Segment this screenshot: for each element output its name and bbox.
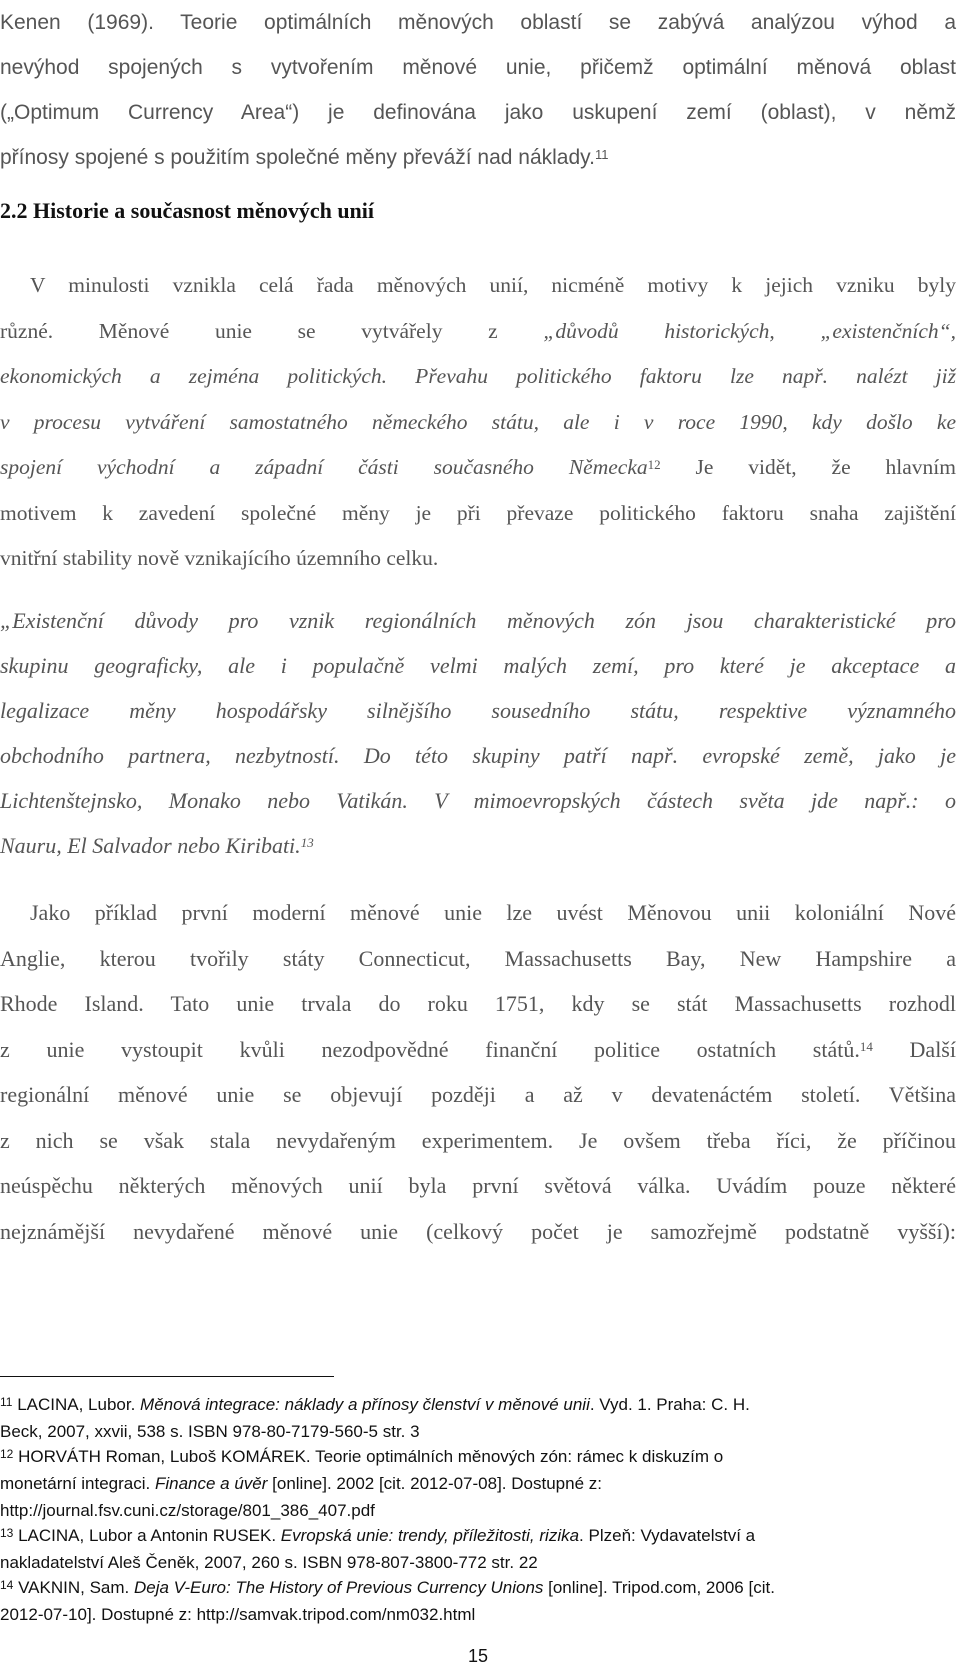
text-segment: Další (909, 1036, 956, 1062)
text-segment: přínosy spojené s použitím společné měny převáží nad náklady. (0, 146, 595, 169)
text-segment: HORVÁTH Roman, Luboš KOMÁREK. Teorie optimálních měnových zón: rámec k diskuzím o (18, 1447, 724, 1466)
text-line: motivem k zavedení společné měny je při převaze politického faktoru snaha zajištění (0, 500, 956, 525)
text-segment: LACINA, Lubor a Antonin RUSEK. (18, 1526, 281, 1545)
text-line (0, 445, 956, 491)
text-segment: z unie vystoupit kvůli nezodpovědné finanční politice ostatních států. (0, 1036, 860, 1062)
footnote-ref: 13 (300, 835, 314, 850)
text-segment: různé. Měnové unie se vytvářely z (0, 318, 544, 343)
footnote-13 (0, 1522, 956, 1576)
text-line: nevýhod spojených s vytvořením měnové unie, přičemž optimální měnová oblast (0, 56, 956, 79)
text-line: skupinu geograficky, ale i populačně velmi malých zemí, pro které je akceptace a (0, 653, 956, 678)
text-line: neúspěchu některých měnových unií byla první světová válka. Uvádím pouze některé (0, 1173, 956, 1198)
text-line (0, 1027, 956, 1073)
text-line: ekonomických a zejména politických. Převahu politického faktoru lze např. nalézt již (0, 364, 956, 388)
text-line: z nich se však stala nevydařeným experimentem. Je ovšem třeba říci, že příčinou (0, 1127, 956, 1153)
text-line (0, 823, 956, 868)
quote-paragraph (0, 598, 956, 868)
text-line: regionální měnové unie se objevují později a až v devatenáctém století. Většina (0, 1082, 956, 1107)
text-line: v procesu vytváření samostatného německého státu, ale i v roce 1990, kdy došlo ke (0, 409, 956, 434)
text-segment: Nauru, El Salvador nebo Kiribati. (0, 833, 301, 858)
footnote-number: 12 (0, 1447, 14, 1461)
text-segment: [online]. Tripod.com, 2006 [cit. (543, 1578, 775, 1597)
text-segment: V minulosti vznikla celá řada měnových unií, nicméně motivy k jejich vzniku byly (30, 273, 956, 297)
text-segment: . Plzeň: Vydavatelství a (579, 1526, 756, 1545)
text-line: legalizace měny hospodářsky silnějšího sousedního státu, respektive významného (0, 698, 956, 723)
page-number: 15 (467, 1646, 489, 1666)
footnote-14 (0, 1574, 956, 1628)
footnote-12 (0, 1443, 956, 1524)
footnote-11 (0, 1391, 956, 1445)
text-line: obchodního partnera, nezbytností. Do této skupiny patří např. evropské země, jako je (0, 743, 956, 768)
footnote-line: 2012-07-10]. Dostupné z: http://samvak.tripod.com/nm032.html (0, 1605, 476, 1624)
text-segment: Je vidět, že hlavním (660, 455, 956, 479)
text-segment: LACINA, Lubor. (17, 1395, 141, 1414)
text-line: Kenen (1969). Teorie optimálních měnových oblastí se zabývá analýzou výhod a (0, 11, 956, 34)
paragraph-history (0, 263, 956, 582)
text-segment-italic: „důvodů historických, „existenčních“, (543, 318, 956, 343)
text-line: „Existenční důvody pro vznik regionálních měnových zón jsou charakteristické pro (0, 608, 956, 633)
text-line: nejznámější nevydařené měnové unie (celkový počet je samozřejmě podstatně vyšší): (0, 1218, 956, 1244)
footnote-line: Beck, 2007, xxvii, 538 s. ISBN 978-80-7179-560-5 str. 3 (0, 1422, 420, 1441)
text-segment-italic: spojení východní a západní části současného Německa (0, 455, 648, 479)
text-segment-italic: Finance a úvěr (154, 1474, 268, 1493)
footnote-number: 13 (0, 1526, 14, 1540)
text-line: vnitřní stability nově vznikajícího územního celku. (0, 546, 439, 570)
text-segment: monetární integraci. (0, 1474, 155, 1493)
text-segment: [online]. 2002 [cit. 2012-07-08]. Dostupné z: (267, 1474, 602, 1493)
footnote-line (0, 1522, 956, 1549)
footnote-separator (0, 1376, 334, 1377)
paragraph-intro (0, 0, 956, 180)
footnote-ref: 11 (594, 147, 609, 162)
text-line (0, 309, 956, 355)
text-segment-italic: Měnová integrace: náklady a přínosy členství v měnové unii (140, 1395, 590, 1414)
text-line (0, 135, 956, 180)
text-line: Lichtenštejnsko, Monako nebo Vatikán. V mimoevropských částech světa jde např.: o (0, 788, 956, 813)
text-segment: VAKNIN, Sam. (18, 1578, 134, 1597)
text-line: Rhode Island. Tato unie trvala do roku 1751, kdy se stát Massachusetts rozhodl (0, 991, 956, 1016)
text-segment: . Vyd. 1. Praha: C. H. (589, 1395, 750, 1414)
text-segment-italic: Deja V-Euro: The History of Previous Currency Unions (133, 1578, 544, 1597)
footnote-ref: 12 (647, 457, 661, 472)
section-heading: 2.2 Historie a současnost měnových unií (0, 198, 375, 223)
footnote-line (0, 1470, 956, 1497)
paragraph-examples (0, 890, 956, 1254)
text-line (0, 263, 956, 309)
text-line: Anglie, kterou tvořily státy Connecticut, Massachusetts Bay, New Hampshire a (0, 945, 956, 971)
text-line: („Optimum Currency Area“) je definována jako uskupení zemí (oblast), v němž (0, 101, 956, 124)
footnote-line: nakladatelství Aleš Čeněk, 2007, 260 s. ISBN 978-807-3800-772 str. 22 (0, 1553, 538, 1572)
footnote-ref: 14 (859, 1038, 873, 1054)
text-segment-italic: Evropská unie: trendy, příležitosti, rizika (280, 1526, 580, 1545)
footnote-number: 11 (0, 1395, 13, 1409)
text-line: Jako příklad první moderní měnové unie lze uvést Měnovou unii koloniální Nové (30, 900, 956, 925)
footnote-line: http://journal.fsv.cuni.cz/storage/801_386_407.pdf (0, 1501, 375, 1520)
footnote-line (0, 1391, 956, 1418)
footnote-line (0, 1443, 956, 1470)
footnote-number: 14 (0, 1578, 14, 1592)
footnote-line (0, 1574, 956, 1601)
